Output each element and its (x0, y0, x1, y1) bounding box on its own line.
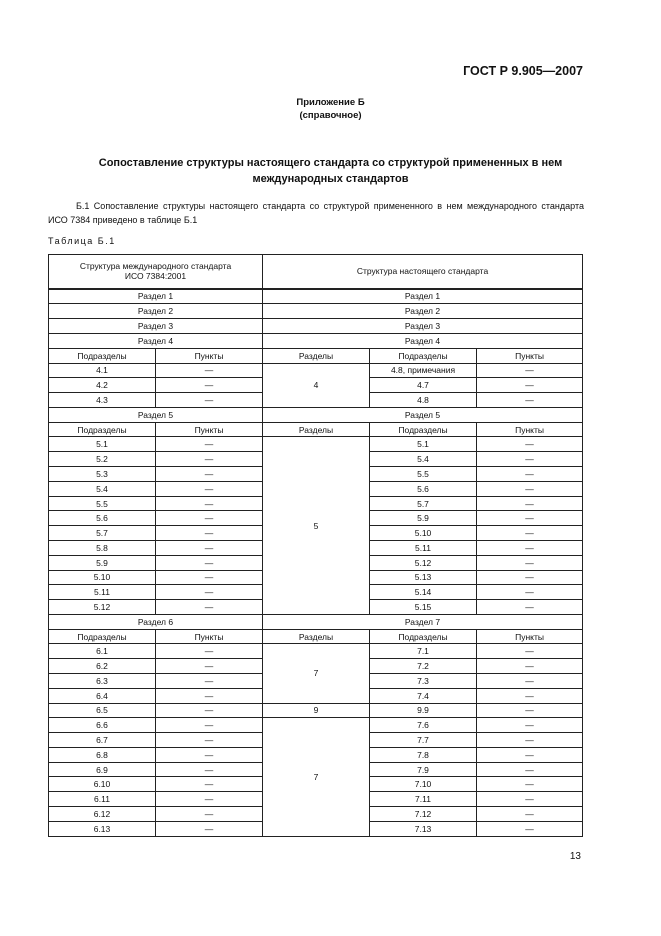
intl-subsection: 5.5 (49, 496, 156, 511)
this-section-number: 7 (263, 644, 370, 703)
col-header-subsections: Подразделы (49, 422, 156, 437)
intl-point-dash: — (156, 481, 263, 496)
intl-subsection: 5.4 (49, 481, 156, 496)
this-subsection: 7.4 (370, 688, 477, 703)
this-point-dash: — (477, 437, 583, 452)
intl-point-dash: — (156, 363, 263, 378)
table-header-row (49, 255, 583, 289)
intl-point-dash: — (156, 526, 263, 541)
this-point-dash: — (477, 747, 583, 762)
this-section-title: Раздел 7 (263, 614, 583, 629)
section-row (49, 614, 583, 629)
intl-point-dash: — (156, 733, 263, 748)
section-title-line-2: международных стандартов (252, 173, 409, 185)
this-point-dash: — (477, 703, 583, 718)
intl-section-title: Раздел 3 (49, 319, 263, 334)
col-header-sections: Разделы (263, 422, 370, 437)
this-section-title: Раздел 4 (263, 334, 583, 349)
intl-point-dash: — (156, 540, 263, 555)
this-subsection: 7.3 (370, 673, 477, 688)
intl-point-dash: — (156, 792, 263, 807)
intl-subsection: 4.3 (49, 393, 156, 408)
intl-subsection: 5.2 (49, 452, 156, 467)
intl-point-dash: — (156, 807, 263, 822)
this-point-dash: — (477, 511, 583, 526)
intl-point-dash: — (156, 673, 263, 688)
intl-subsection: 6.10 (49, 777, 156, 792)
intl-point-dash: — (156, 555, 263, 570)
this-subsection: 5.11 (370, 540, 477, 555)
this-subsection: 4.8 (370, 393, 477, 408)
col-header-subsections: Подразделы (370, 629, 477, 644)
intl-section-title: Раздел 2 (49, 304, 263, 319)
this-subsection: 7.2 (370, 659, 477, 674)
this-subsection: 7.9 (370, 762, 477, 777)
intl-subsection: 5.8 (49, 540, 156, 555)
intl-point-dash: — (156, 585, 263, 600)
this-point-dash: — (477, 762, 583, 777)
document-code: ГОСТ Р 9.905—2007 (463, 64, 583, 78)
this-subsection: 5.7 (370, 496, 477, 511)
col-header-points: Пункты (156, 348, 263, 363)
this-subsection: 7.13 (370, 821, 477, 836)
this-point-dash: — (477, 540, 583, 555)
intl-section-title: Раздел 4 (49, 334, 263, 349)
this-point-dash: — (477, 363, 583, 378)
intl-subsection: 5.10 (49, 570, 156, 585)
intl-point-dash: — (156, 511, 263, 526)
this-section-number: 7 (263, 718, 370, 837)
this-point-dash: — (477, 481, 583, 496)
section-title (60, 155, 601, 187)
intl-subsection: 6.12 (49, 807, 156, 822)
intl-subsection: 6.2 (49, 659, 156, 674)
subheader-row (49, 348, 583, 363)
this-point-dash: — (477, 644, 583, 659)
intl-point-dash: — (156, 718, 263, 733)
intl-point-dash: — (156, 688, 263, 703)
this-point-dash: — (477, 570, 583, 585)
this-section-number: 5 (263, 437, 370, 614)
section-row (49, 407, 583, 422)
intl-subsection: 4.1 (49, 363, 156, 378)
this-subsection: 5.10 (370, 526, 477, 541)
this-point-dash: — (477, 673, 583, 688)
page-number: 13 (569, 851, 581, 862)
this-point-dash: — (477, 452, 583, 467)
intl-point-dash: — (156, 378, 263, 393)
this-subsection: 4.7 (370, 378, 477, 393)
intl-header-line-2: ИСО 7384:2001 (124, 271, 187, 282)
intl-point-dash: — (156, 703, 263, 718)
annex-kind: (справочное) (299, 110, 362, 121)
intl-subsection: 5.3 (49, 467, 156, 482)
intl-section-title: Раздел 6 (49, 614, 263, 629)
table-row (49, 363, 583, 378)
this-subsection: 5.9 (370, 511, 477, 526)
intl-subsection: 6.11 (49, 792, 156, 807)
table-row (49, 703, 583, 718)
this-point-dash: — (477, 807, 583, 822)
intl-point-dash: — (156, 747, 263, 762)
intl-structure-header (49, 255, 263, 289)
intl-point-dash: — (156, 496, 263, 511)
intl-subsection: 6.4 (49, 688, 156, 703)
intl-section-title: Раздел 1 (49, 289, 263, 304)
this-point-dash: — (477, 821, 583, 836)
col-header-subsections: Подразделы (49, 348, 156, 363)
this-point-dash: — (477, 467, 583, 482)
this-subsection: 7.6 (370, 718, 477, 733)
this-point-dash: — (477, 600, 583, 615)
this-point-dash: — (477, 378, 583, 393)
intl-subsection: 5.7 (49, 526, 156, 541)
this-point-dash: — (477, 718, 583, 733)
intl-subsection: 6.3 (49, 673, 156, 688)
section-row (49, 334, 583, 349)
table-caption: Таблица Б.1 (48, 236, 116, 246)
this-point-dash: — (477, 555, 583, 570)
section-row (49, 304, 583, 319)
intl-point-dash: — (156, 821, 263, 836)
intl-point-dash: — (156, 644, 263, 659)
subheader-row (49, 422, 583, 437)
this-subsection: 7.12 (370, 807, 477, 822)
intl-subsection: 6.1 (49, 644, 156, 659)
intl-subsection: 6.6 (49, 718, 156, 733)
annex-title: Приложение Б (296, 97, 365, 108)
this-point-dash: — (477, 585, 583, 600)
intl-header-line-1: Структура международного стандарта (79, 261, 232, 272)
intl-point-dash: — (156, 659, 263, 674)
subheader-row (49, 629, 583, 644)
intl-point-dash: — (156, 452, 263, 467)
this-subsection: 7.10 (370, 777, 477, 792)
intl-subsection: 5.1 (49, 437, 156, 452)
intl-point-dash: — (156, 762, 263, 777)
intl-point-dash: — (156, 600, 263, 615)
this-section-number: 9 (263, 703, 370, 718)
this-subsection: 7.11 (370, 792, 477, 807)
col-header-sections: Разделы (263, 348, 370, 363)
col-header-subsections: Подразделы (370, 422, 477, 437)
structure-comparison-table (48, 254, 583, 837)
col-header-subsections: Подразделы (49, 629, 156, 644)
this-subsection: 5.14 (370, 585, 477, 600)
intl-subsection: 5.12 (49, 600, 156, 615)
this-subsection: 5.15 (370, 600, 477, 615)
section-row (49, 289, 583, 304)
intl-subsection: 6.5 (49, 703, 156, 718)
this-subsection: 9.9 (370, 703, 477, 718)
intl-point-dash: — (156, 570, 263, 585)
intl-subsection: 4.2 (49, 378, 156, 393)
intl-subsection: 5.11 (49, 585, 156, 600)
col-header-sections: Разделы (263, 629, 370, 644)
section-row (49, 319, 583, 334)
intl-point-dash: — (156, 437, 263, 452)
this-subsection: 5.4 (370, 452, 477, 467)
annex-heading (0, 96, 661, 122)
this-point-dash: — (477, 777, 583, 792)
table-row (49, 437, 583, 452)
intro-paragraph: Б.1 Сопоставление структуры настоящего стандарта со структурой примененного в нем международного стандарта ИСО 7384 приведено в таблице Б.1 (48, 201, 584, 225)
intl-subsection: 6.9 (49, 762, 156, 777)
this-section-title: Раздел 5 (263, 407, 583, 422)
col-header-points: Пункты (156, 629, 263, 644)
intl-subsection: 6.13 (49, 821, 156, 836)
intl-subsection: 5.6 (49, 511, 156, 526)
this-point-dash: — (477, 496, 583, 511)
intl-subsection: 6.7 (49, 733, 156, 748)
this-structure-header: Структура настоящего стандарта (263, 255, 583, 289)
col-header-subsections: Подразделы (370, 348, 477, 363)
this-subsection: 4.8, примечания (370, 363, 477, 378)
this-point-dash: — (477, 659, 583, 674)
this-subsection: 5.13 (370, 570, 477, 585)
this-point-dash: — (477, 733, 583, 748)
col-header-points: Пункты (477, 422, 583, 437)
intl-point-dash: — (156, 467, 263, 482)
this-subsection: 5.1 (370, 437, 477, 452)
intl-point-dash: — (156, 777, 263, 792)
this-subsection: 7.1 (370, 644, 477, 659)
this-section-title: Раздел 3 (263, 319, 583, 334)
this-point-dash: — (477, 792, 583, 807)
this-section-title: Раздел 2 (263, 304, 583, 319)
this-subsection: 5.6 (370, 481, 477, 496)
table-row (49, 718, 583, 733)
this-subsection: 5.12 (370, 555, 477, 570)
this-subsection: 7.8 (370, 747, 477, 762)
this-point-dash: — (477, 526, 583, 541)
intl-subsection: 6.8 (49, 747, 156, 762)
this-section-title: Раздел 1 (263, 289, 583, 304)
this-point-dash: — (477, 393, 583, 408)
this-subsection: 7.7 (370, 733, 477, 748)
this-subsection: 5.5 (370, 467, 477, 482)
intl-subsection: 5.9 (49, 555, 156, 570)
col-header-points: Пункты (156, 422, 263, 437)
this-point-dash: — (477, 688, 583, 703)
col-header-points: Пункты (477, 629, 583, 644)
intl-point-dash: — (156, 393, 263, 408)
table-row (49, 644, 583, 659)
this-section-number: 4 (263, 363, 370, 407)
section-title-line-1: Сопоставление структуры настоящего стандарта со структурой примененных в нем (98, 157, 563, 169)
intl-section-title: Раздел 5 (49, 407, 263, 422)
col-header-points: Пункты (477, 348, 583, 363)
